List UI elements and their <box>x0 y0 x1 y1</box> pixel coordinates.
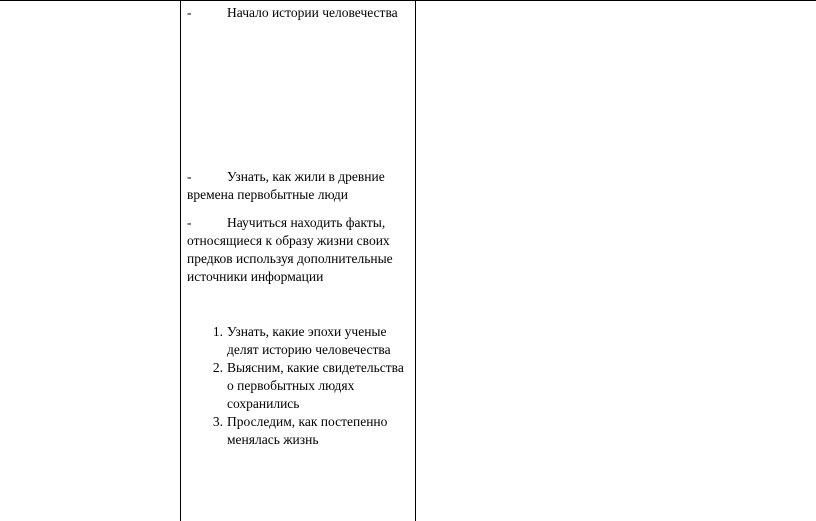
goal-item-2-line-1 <box>187 214 385 232</box>
task-item-1-line-1: Узнать, какие эпохи ученые <box>227 324 387 339</box>
dash-marker: - <box>187 169 192 184</box>
goal-item-2-text-1: Научиться находить факты, <box>227 215 386 230</box>
task-item-2-line-2: о первобытных людях <box>227 378 355 393</box>
task-item-3 <box>203 413 413 449</box>
goal-item-2-line-3: предков используя дополнительные <box>187 251 393 266</box>
goal-item-1-text-1: Узнать, как жили в древние <box>227 169 385 184</box>
task-item-1-line-2: делят историю человечества <box>227 342 391 357</box>
task-number: 2. <box>212 360 223 375</box>
goal-item-1-line-1 <box>187 168 385 186</box>
task-item-2-line-3: сохранились <box>227 396 300 411</box>
task-number: 3. <box>212 414 223 429</box>
goal-item-2-line-4: источники информации <box>187 269 324 284</box>
task-item-1 <box>203 323 413 359</box>
task-item-2-line-1: Выясним, какие свидетельства <box>227 360 404 375</box>
dash-marker: - <box>187 215 192 230</box>
table-cell-right <box>416 1 816 521</box>
goal-item-2-line-2: относящиеся к образу жизни своих <box>187 233 390 248</box>
task-item-3-line-1: Проследим, как постепенно <box>227 414 388 429</box>
task-number: 1. <box>212 324 223 339</box>
table-cell-middle <box>181 1 415 521</box>
task-item-3-line-2: менялась жизнь <box>227 432 319 447</box>
task-item-2 <box>203 359 413 413</box>
section-heading-text: Начало истории человечества <box>227 5 398 20</box>
goal-item-1-line-2: времена первобытные люди <box>187 187 348 202</box>
table-cell-left <box>0 1 180 521</box>
section-heading <box>187 4 398 22</box>
dash-marker: - <box>187 5 192 20</box>
